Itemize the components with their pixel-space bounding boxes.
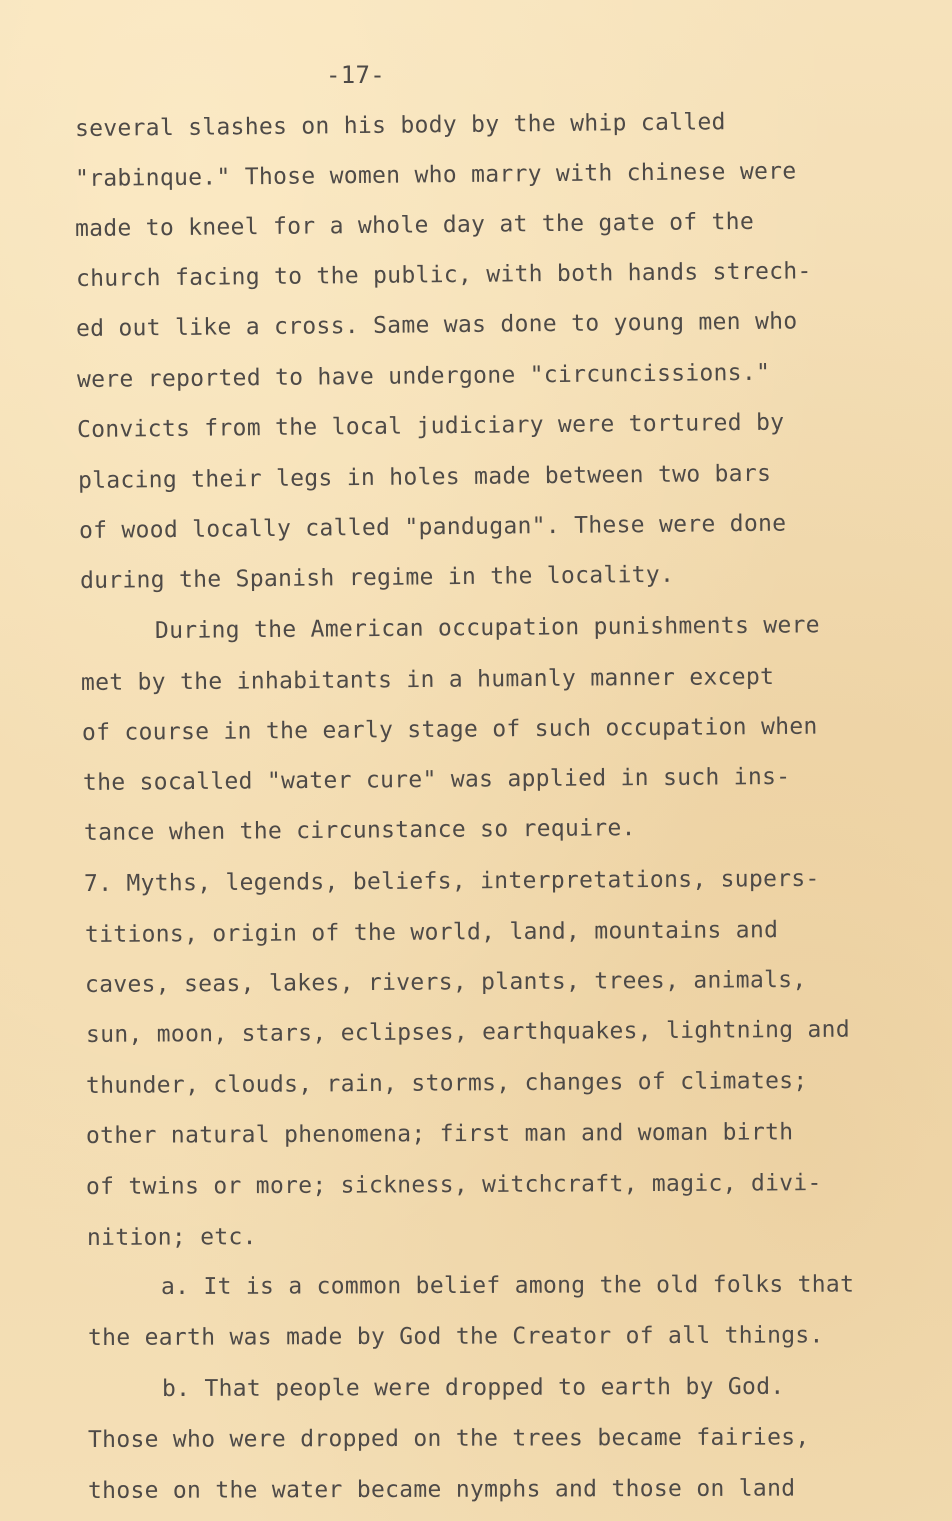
text-line-4: church facing to the public, with both hands strech- xyxy=(75,258,812,292)
text-line-3: made to kneel for a whole day at the gate of the xyxy=(74,208,755,242)
text-line-16: 7. Myths, legends, beliefs, interpretations, supers- xyxy=(83,865,820,897)
text-line-25: the earth was made by God the Creator of all things. xyxy=(87,1322,824,1351)
text-line-19: sun, moon, stars, eclipses, earthquakes, lightning and xyxy=(85,1016,851,1048)
page-number: -17- xyxy=(326,61,385,89)
text-line-12: met by the inhabitants in a humanly manner except xyxy=(80,663,775,696)
text-line-10: during the Spanish regime in the locality. xyxy=(79,561,675,594)
text-line-27: Those who were dropped on the trees became fairies, xyxy=(87,1424,810,1453)
text-line-28: those on the water became nymphs and those on land xyxy=(87,1475,796,1504)
text-line-21: other natural phenomena; first man and woman birth xyxy=(85,1119,794,1149)
text-line-6: were reported to have undergone "circuncissions." xyxy=(76,359,771,393)
text-line-14: the socalled "water cure" was applied in such ins- xyxy=(82,763,791,796)
text-line-23: nition; etc. xyxy=(86,1224,257,1251)
text-line-9: of wood locally called "pandugan". These were done xyxy=(78,510,787,544)
text-line-17: titions, origin of the world, land, mountains and xyxy=(84,917,779,948)
text-line-7: Convicts from the local judiciary were tortured by xyxy=(76,409,785,443)
text-line-18: caves, seas, lakes, rivers, plants, trees, animals, xyxy=(84,966,807,998)
text-line-20: thunder, clouds, rain, storms, changes of climates; xyxy=(85,1067,808,1099)
text-line-24: a. It is a common belief among the old folks that xyxy=(160,1271,855,1300)
text-line-26: b. That people were dropped to earth by God. xyxy=(161,1373,785,1402)
text-line-22: of twins or more; sickness, witchcraft, magic, divi- xyxy=(85,1170,822,1200)
text-line-8: placing their legs in holes made between two bars xyxy=(77,460,772,494)
text-line-5: ed out like a cross. Same was done to young men who xyxy=(75,308,798,342)
text-line-11: During the American occupation punishments were xyxy=(154,612,821,644)
text-line-15: tance when the circunstance so require. xyxy=(83,815,636,846)
text-line-1: several slashes on his body by the whip called xyxy=(74,109,726,142)
text-line-13: of course in the early stage of such occupation when xyxy=(81,713,818,746)
text-line-2: "rabinque." Those women who marry with chinese were xyxy=(74,158,797,192)
